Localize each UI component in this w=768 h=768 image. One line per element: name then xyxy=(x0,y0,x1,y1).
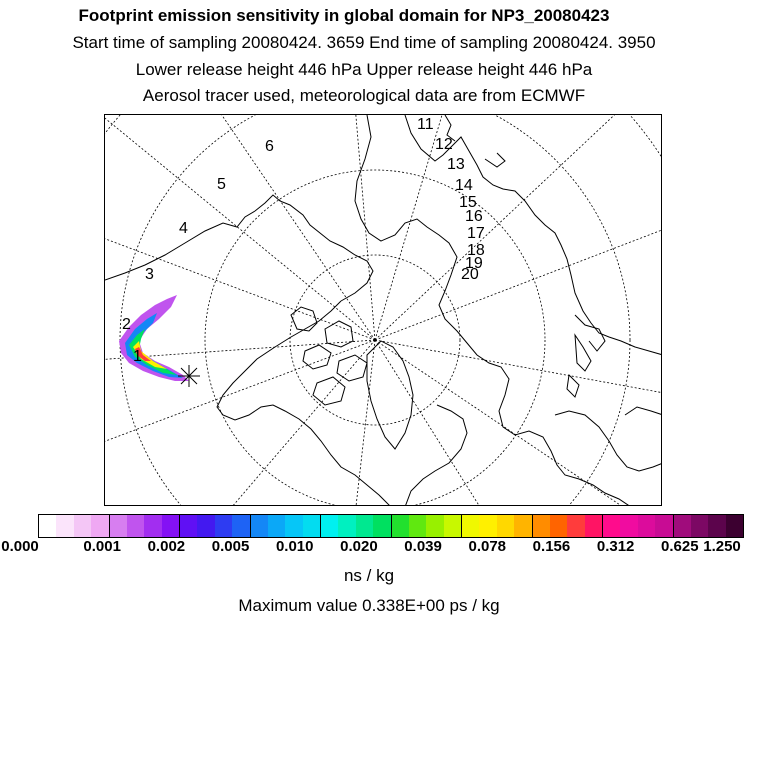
traj-label: 14 xyxy=(455,177,473,194)
traj-label: 20 xyxy=(461,266,479,283)
meridian xyxy=(355,340,375,506)
coastlines xyxy=(105,115,662,506)
meridians xyxy=(105,115,662,506)
meridian xyxy=(375,340,662,395)
coastline-islands xyxy=(291,307,367,405)
traj-label: 13 xyxy=(447,156,465,173)
meridian xyxy=(375,225,662,340)
colorbar-cell xyxy=(373,515,391,537)
colorbar-cell xyxy=(603,515,620,537)
colorbar-cell xyxy=(567,515,584,537)
colorbar-cell xyxy=(444,515,462,537)
colorbar-cell xyxy=(462,515,479,537)
map-svg xyxy=(105,115,662,506)
coastline-japan xyxy=(567,335,591,397)
colorbar-tick-label: 0.020 xyxy=(340,538,378,555)
maximum-value: Maximum value 0.338E+00 ps / kg xyxy=(238,596,500,615)
meridian xyxy=(215,115,375,340)
colorbar-tick-label: 0.001 xyxy=(83,538,121,555)
colorbar-tick-label: 0.039 xyxy=(404,538,442,555)
traj-label: 2 xyxy=(122,316,131,333)
colorbar-tick-label: 0.000 xyxy=(1,538,39,555)
colorbar-tick-label: 0.005 xyxy=(211,538,250,555)
traj-label: 6 xyxy=(265,138,274,155)
colorbar-tick-label: 0.002 xyxy=(147,538,186,555)
traj-label: 4 xyxy=(179,220,188,237)
colorbar-cell xyxy=(514,515,532,537)
colorbar-cell xyxy=(479,515,496,537)
colorbar-tick-label: 1.250 xyxy=(703,538,741,555)
tracer-info: Aerosol tracer used, meteorological data are from ECMWF xyxy=(142,86,586,105)
colorbar-cell xyxy=(232,515,250,537)
colorbar-cell xyxy=(74,515,91,537)
colorbar xyxy=(38,514,744,538)
colorbar-cell xyxy=(144,515,161,537)
meridian xyxy=(105,115,375,340)
colorbar-cell xyxy=(91,515,109,537)
colorbar-cell xyxy=(708,515,725,537)
sampling-time: Start time of sampling 20080424. 3659 End time of sampling 20080424. 3950 xyxy=(72,33,656,52)
colorbar-cell xyxy=(655,515,673,537)
colorbar-cell xyxy=(691,515,708,537)
colorbar-cell xyxy=(638,515,655,537)
polar-map xyxy=(104,114,662,506)
colorbar-cell xyxy=(338,515,355,537)
colorbar-cell xyxy=(197,515,214,537)
lat-circle-50 xyxy=(105,115,662,506)
traj-label: 12 xyxy=(435,136,453,153)
plot-title: Footprint emission sensitivity in global domain for NP3_20080423 xyxy=(78,6,610,25)
traj-label: 16 xyxy=(465,208,483,225)
colorbar-cell xyxy=(674,515,691,537)
coastline-hudson xyxy=(405,405,467,506)
colorbar-cell xyxy=(550,515,567,537)
colorbar-cell xyxy=(39,515,56,537)
traj-label: 18 xyxy=(467,242,485,259)
colorbar-tick-label: 0.625 xyxy=(661,538,699,555)
colorbar-cell xyxy=(392,515,409,537)
colorbar-cell xyxy=(285,515,302,537)
colorbar-cell xyxy=(180,515,197,537)
release-asterisk-icon xyxy=(178,365,200,387)
colorbar-cell xyxy=(356,515,373,537)
colorbar-cell xyxy=(127,515,144,537)
colorbar-unit: ns / kg xyxy=(343,566,395,585)
traj-label: 11 xyxy=(417,116,434,133)
meridian xyxy=(355,115,375,340)
lat-circle-60 xyxy=(120,115,630,506)
colorbar-tick-label: 0.010 xyxy=(275,538,314,555)
colorbar-tick-label: 0.312 xyxy=(596,538,635,555)
traj-label: 19 xyxy=(465,255,483,272)
colorbar-cell xyxy=(303,515,321,537)
colorbar-cell xyxy=(426,515,443,537)
colorbar-cell xyxy=(726,515,743,537)
traj-label: 15 xyxy=(459,194,477,211)
emission-plume xyxy=(119,295,189,381)
release-height: Lower release height 446 hPa Upper release height 446 hPa xyxy=(135,60,593,79)
colorbar-cell xyxy=(251,515,268,537)
graticule xyxy=(105,115,662,506)
coastline-europe xyxy=(555,407,662,471)
colorbar-cell xyxy=(409,515,426,537)
traj-label: 1 xyxy=(133,348,142,365)
traj-label: 17 xyxy=(467,225,485,242)
meridian xyxy=(375,340,635,506)
colorbar-cell xyxy=(268,515,285,537)
colorbar-cell xyxy=(620,515,637,537)
coastline-greenland xyxy=(367,341,413,449)
colorbar-cell xyxy=(585,515,603,537)
colorbar-cell xyxy=(162,515,180,537)
colorbar-tick-label: 0.078 xyxy=(468,538,507,555)
colorbar-cell xyxy=(56,515,73,537)
meridian xyxy=(225,340,375,506)
colorbar-tick-label: 0.156 xyxy=(532,538,571,555)
colorbar-cell xyxy=(215,515,232,537)
coastline-alaska xyxy=(105,195,373,301)
traj-label: 5 xyxy=(217,176,226,193)
colorbar-cell xyxy=(497,515,514,537)
traj-label: 3 xyxy=(145,266,154,283)
colorbar-cell xyxy=(321,515,338,537)
colorbar-cell xyxy=(110,515,127,537)
colorbar-cell xyxy=(533,515,550,537)
meridian xyxy=(375,115,625,340)
